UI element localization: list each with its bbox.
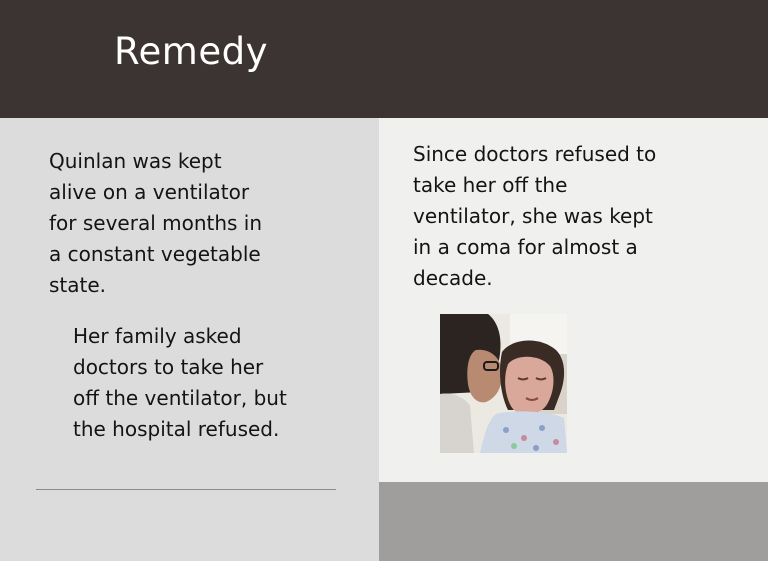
- divider-line: [36, 489, 336, 490]
- right-bottom-panel: [379, 482, 768, 561]
- paragraph-coma-decade: Since doctors refused to take her off the ventilator, she was kept in a coma for almost a decade.: [413, 142, 657, 290]
- photo-kiss-icon: [440, 314, 567, 453]
- slide-header: [0, 0, 768, 118]
- paragraph-kept-alive: Quinlan was kept alive on a ventilator for several months in a constant vegetable state.: [49, 149, 263, 297]
- paragraph-family-asked: Her family asked doctors to take her off the ventilator, but the hospital refused.: [73, 324, 287, 441]
- slide-title: Remedy: [114, 30, 268, 73]
